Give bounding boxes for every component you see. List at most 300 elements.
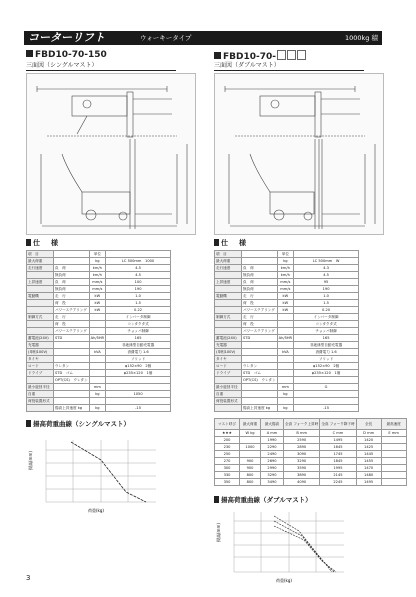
mast-cell: 2690 [261,458,284,465]
spec-cell [27,286,54,293]
view-label-left: 三面図（シングルマスト） [26,62,176,71]
spec-cell [27,307,54,314]
spec-cell [215,328,242,335]
mast-header-cell: 全高 フォーク降下時 [320,419,356,430]
spec-row [215,349,359,356]
mast-cell: 900 [240,465,261,472]
spec-cell: 165 [106,335,171,342]
header-subtitle: ウォーキータイプ [140,34,192,42]
spec-cell: チョッパ制御 [106,328,171,335]
spec-cell: kW [89,307,105,314]
spec-cell [27,328,54,335]
spec-row [27,265,171,272]
load-curve-graph-left [26,430,166,518]
spec-cell: 項 目 [27,251,54,258]
spec-cell: 荷 役 [54,300,90,307]
spec-row [215,377,359,384]
mast-cell: 2890 [284,444,320,451]
mast-cell: 4090 [284,479,320,486]
mast-cell: 2490 [261,451,284,458]
section-marker-icon [26,239,31,246]
placeholder-box-icon [297,50,306,60]
mast-cell: 1995 [320,465,356,472]
spec-row [27,251,171,258]
model-title-right: FBD10-70- [214,50,306,62]
mast-cell: 1745 [320,451,356,458]
spec-cell [277,398,293,405]
spec-cell: ウレタン [54,363,90,370]
spec-row [215,293,359,300]
mast-cell [381,458,406,465]
spec-cell: 4.5 [106,272,171,279]
spec-cell: φ235×120 1個 [294,370,359,377]
spec-cell [294,391,359,398]
mast-cell: 1455 [356,458,381,465]
spec-cell: ドライブ [27,370,54,377]
header-capacity: 1000kg 積 [345,34,378,42]
spec-cell [54,391,90,398]
mast-cell [240,437,261,444]
mast-row [215,437,407,444]
spec-cell: LC 500mm 1000 [106,258,171,265]
spec-row [215,307,359,314]
spec-row [27,363,171,370]
spec-cell: 最大荷重 [27,258,54,265]
mast-cell: 1495 [320,437,356,444]
spec-row [27,335,171,342]
spec-cell: 無負荷 [54,272,90,279]
spec-row [27,258,171,265]
spec-cell: kg [277,391,293,398]
spec-cell: 蓄電池(24V) [215,335,242,342]
spec-cell [242,251,278,258]
mast-cell: 2990 [261,465,284,472]
mast-cell: 2145 [320,472,356,479]
mast-cell: 1000 [240,444,261,451]
spec-cell [54,251,90,258]
spec-cell: 1.5 [106,300,171,307]
spec-cell: 制御方式 [215,314,242,321]
spec-cell: コンタクタ式 [294,321,359,328]
spec-cell [89,314,105,321]
spec-cell [27,377,54,384]
spec-cell: km/h [89,265,105,272]
spec-cell [277,321,293,328]
spec-cell [27,300,54,307]
spec-cell: km/h [89,272,105,279]
spec-row [27,356,171,363]
spec-cell: -15 [106,405,171,412]
graph-left-ylabel: 揚高(mm) [28,451,33,470]
spec-cell: 非絶縁型自動充電器 [106,342,171,349]
spec-cell: パワーステアリング [54,328,90,335]
mast-cell [381,437,406,444]
mast-cell: 2290 [261,444,284,451]
mast-cell: 350 [215,479,240,486]
spec-cell [54,342,90,349]
spec-cell: 4.5 [106,265,171,272]
spec-cell [106,398,171,405]
spec-cell: 無負荷 [242,272,278,279]
spec-cell [106,251,171,258]
spec-cell [242,356,278,363]
spec-cell: km/h [277,272,293,279]
forklift-drawing-single [27,74,195,234]
mast-cell: 3090 [284,451,320,458]
spec-cell: 揚高上昇速度 kg [242,405,278,412]
spec-cell: 消費電力 1.6 [106,349,171,356]
spec-cell: (単相100V) [215,349,242,356]
spec-cell [242,391,278,398]
spec-row [215,356,359,363]
spec-cell: 消費電力 1.6 [294,349,359,356]
spec-cell [215,300,242,307]
spec-cell [89,377,105,384]
spec-row [215,251,359,258]
spec-row [215,321,359,328]
forklift-drawing-double [215,74,383,234]
spec-cell: OPT(CS) ウレタン [55,378,88,382]
spec-cell: 165 [294,335,359,342]
section-marker-icon [26,420,31,427]
spec-cell [215,321,242,328]
mast-cell: 1495 [356,479,381,486]
mast-header-cell: マスト呼び [215,419,240,430]
spec-cell: STD ゴム [242,370,278,377]
spec-row [215,328,359,335]
spec-cell: チョッパ制御 [294,328,359,335]
spec-row [215,342,359,349]
load-curve-graph-right [214,506,354,586]
spec-cell: 0.22 [106,307,171,314]
view-label-right: 三面図（ダブルマスト） [214,62,364,71]
spec-cell: 負 荷 [242,279,278,286]
spec-cell [277,342,293,349]
spec-cell: 自重 [215,391,242,398]
spec-cell [242,342,278,349]
spec-cell: 非絶縁型自動充電器 [294,342,359,349]
mast-cell: 1420 [356,437,381,444]
spec-cell: φ235×120 1個 [106,370,171,377]
spec-cell: 荷 役 [242,321,278,328]
spec-row [215,272,359,279]
mast-cell: 800 [240,472,261,479]
technical-drawing-left [26,73,196,235]
spec-cell: OPT(CS) ウレタン [243,378,276,382]
spec-cell: タイヤ [27,356,54,363]
mast-cell: 330 [215,472,240,479]
spec-row [27,314,171,321]
spec-cell: STD [54,335,90,342]
spec-cell: LC 500mm W [294,258,359,265]
spec-cell [89,328,105,335]
spec-cell: 走 行 [54,293,90,300]
spec-cell: ロード [215,363,242,370]
mast-cell [381,479,406,486]
spec-cell: 荷役装置形式 [27,398,54,405]
mast-cell: 1990 [261,437,284,444]
spec-cell: -15 [294,405,359,412]
mast-cell [381,444,406,451]
spec-cell [294,251,359,258]
spec-cell [277,363,293,370]
spec-cell: kW [277,300,293,307]
spec-cell [294,398,359,405]
spec-cell: 負 荷 [54,265,90,272]
spec-cell: ドライブ [215,370,242,377]
mast-subheader-cell: C mm [320,430,356,437]
spec-cell: 電動機 [215,293,242,300]
spec-cell: 制御方式 [27,314,54,321]
spec-cell: 走行速度 [27,265,54,272]
spec-row [27,342,171,349]
spec-cell: 走行速度 [215,265,242,272]
spec-cell: G [294,384,359,391]
spec-cell [215,272,242,279]
spec-cell: 走 行 [54,314,90,321]
section-marker-icon [214,496,219,503]
spec-cell: Ah/5HR [90,336,105,340]
spec-cell: 上昇速度 [27,279,54,286]
spec-cell: mm/s [89,286,105,293]
spec-row [215,300,359,307]
spec-cell: 最大荷重 [215,258,242,265]
spec-title-right: 仕 様 [214,239,248,248]
spec-row [27,377,171,384]
model-title-left: FBD10-70-150 [26,50,107,60]
spec-cell: mm/s [277,286,293,293]
mast-cell: 1425 [356,444,381,451]
spec-cell [215,405,242,412]
spec-cell: ソリッド [294,356,359,363]
spec-cell: kg [277,405,293,412]
spec-cell [89,342,105,349]
mast-cell: 250 [215,451,240,458]
spec-cell: ソリッド [106,356,171,363]
spec-cell: ロード [27,363,54,370]
spec-row [27,405,171,412]
square-bullet-icon [214,52,221,59]
mast-subheader-cell: B mm [284,430,320,437]
spec-cell [89,363,105,370]
mast-cell: 3590 [284,465,320,472]
spec-cell: 1.5 [294,300,359,307]
spec-cell: mm [277,384,293,391]
spec-cell: kW [89,300,105,307]
mast-header-cell: 全長 [356,419,381,430]
spec-cell: 電動機 [27,293,54,300]
mast-row [215,465,407,472]
spec-row [215,398,359,405]
spec-cell: 自重 [27,391,54,398]
spec-cell [215,307,242,314]
spec-cell [27,321,54,328]
spec-cell: mm/s [89,279,105,286]
spec-row [27,272,171,279]
spec-cell: 蓄電池(24V) [27,335,54,342]
spec-row [215,370,359,377]
spec-cell [294,377,359,384]
spec-cell [277,314,293,321]
spec-cell [106,384,171,391]
spec-cell: kg [89,391,105,398]
spec-cell: タイヤ [215,356,242,363]
spec-title-left: 仕 様 [26,239,60,248]
mast-cell: 200 [215,437,240,444]
spec-cell: 95 [294,279,359,286]
spec-cell: kg [89,258,105,265]
spec-cell: kg [89,405,105,412]
spec-cell [242,349,278,356]
spec-cell: コンタクタ式 [106,321,171,328]
mast-subheader-cell: ★★★ [215,430,240,437]
spec-cell: 1.0 [294,293,359,300]
spec-cell: 1.0 [106,293,171,300]
spec-row [27,328,171,335]
spec-row [27,321,171,328]
mast-row [215,472,407,479]
spec-cell: 荷役装置形式 [215,398,242,405]
mast-cell: 800 [240,479,261,486]
mast-header-cell: 全高 フォーク上昇時 [284,419,320,430]
spec-cell [215,377,242,384]
mast-cell [381,451,406,458]
spec-cell: ウレタン [242,363,278,370]
spec-cell [89,370,105,377]
spec-cell [54,258,90,265]
spec-row [27,300,171,307]
spec-row [215,405,359,412]
spec-cell: kW [277,307,293,314]
spec-row [27,293,171,300]
spec-row [27,349,171,356]
mast-subheader-cell: E mm [381,430,406,437]
mast-subheader-cell: W kg [240,430,261,437]
spec-table-right [214,250,359,412]
spec-row [27,370,171,377]
mast-cell: 1470 [356,465,381,472]
mast-cell: 1845 [320,458,356,465]
spec-cell [54,398,90,405]
mast-cell: 2590 [284,437,320,444]
mast-cell: 1445 [356,451,381,458]
spec-cell [54,349,90,356]
spec-cell: 走 行 [242,314,278,321]
spec-cell: 190 [294,286,359,293]
spec-row [215,363,359,370]
spec-cell: 無負荷 [242,286,278,293]
mast-cell: 300 [215,465,240,472]
spec-cell: 4.3 [294,265,359,272]
mast-subheader-cell: A mm [261,430,284,437]
spec-row [27,384,171,391]
spec-cell: 190 [106,286,171,293]
spec-cell: 1050 [106,391,171,398]
spec-row [27,398,171,405]
spec-cell [54,384,90,391]
spec-row [215,265,359,272]
graph-right-xlabel: 荷重(kg) [276,578,292,583]
mast-header-cell: 最大荷重 [240,419,261,430]
spec-cell: 負 荷 [54,279,90,286]
spec-cell: Ah/5HR [278,336,293,340]
spec-cell [277,370,293,377]
spec-cell: mm/s [277,279,293,286]
spec-row [215,314,359,321]
graph-title-right: 揚高荷重曲線（ダブルマスト） [214,496,312,504]
spec-cell: 0.20 [294,307,359,314]
mast-cell: 2245 [320,479,356,486]
spec-cell: mm [89,384,105,391]
spec-cell: 走 行 [242,293,278,300]
spec-cell [242,258,278,265]
spec-row [27,286,171,293]
mast-cell [381,472,406,479]
spec-cell: kVA [89,349,105,356]
mast-row [215,444,407,451]
mast-table [214,418,407,486]
spec-table-left [26,250,171,412]
placeholder-box-icon [277,50,286,60]
spec-cell: パワーステアリング [242,328,278,335]
spec-cell: φ152×90 2個 [106,363,171,370]
mast-cell: 230 [215,444,240,451]
spec-cell: kW [89,293,105,300]
spec-cell: 揚高上昇速度 kg [54,405,90,412]
spec-cell: φ152×90 2個 [294,363,359,370]
mast-cell: 3290 [284,458,320,465]
spec-cell: 100 [106,279,171,286]
page-number: 3 [26,574,31,582]
section-marker-icon [214,239,219,246]
spec-cell: インバータ制御 [294,314,359,321]
mast-subheader-row [215,430,407,437]
spec-row [27,391,171,398]
spec-cell: kW [277,293,293,300]
spec-cell [54,356,90,363]
spec-row [215,335,359,342]
spec-cell [277,328,293,335]
mast-cell: 3290 [261,472,284,479]
spec-cell: 単位 [89,251,105,258]
spec-cell [215,286,242,293]
graph-left-xlabel: 荷重(kg) [88,508,104,513]
spec-cell: 負 荷 [242,265,278,272]
placeholder-box-icon [287,50,296,60]
spec-cell: インバータ制御 [106,314,171,321]
square-bullet-icon [26,50,33,57]
spec-row [215,286,359,293]
mast-cell: 3890 [284,472,320,479]
spec-cell: 充電器 [215,342,242,349]
mast-cell [240,451,261,458]
spec-cell [89,321,105,328]
spec-cell: 荷 役 [242,300,278,307]
spec-cell: STD [242,335,278,342]
mast-cell: 900 [240,458,261,465]
spec-cell: 4.5 [294,272,359,279]
spec-cell [106,377,171,384]
spec-cell [277,377,293,384]
spec-cell: 単位 [277,251,293,258]
spec-cell [242,398,278,405]
spec-cell: kVA [277,349,293,356]
spec-cell: 上昇速度 [215,279,242,286]
technical-drawing-right [214,73,384,235]
mast-cell: 1480 [356,472,381,479]
mast-header-cell: 最高速度 [381,419,406,430]
spec-cell: (単相100V) [27,349,54,356]
